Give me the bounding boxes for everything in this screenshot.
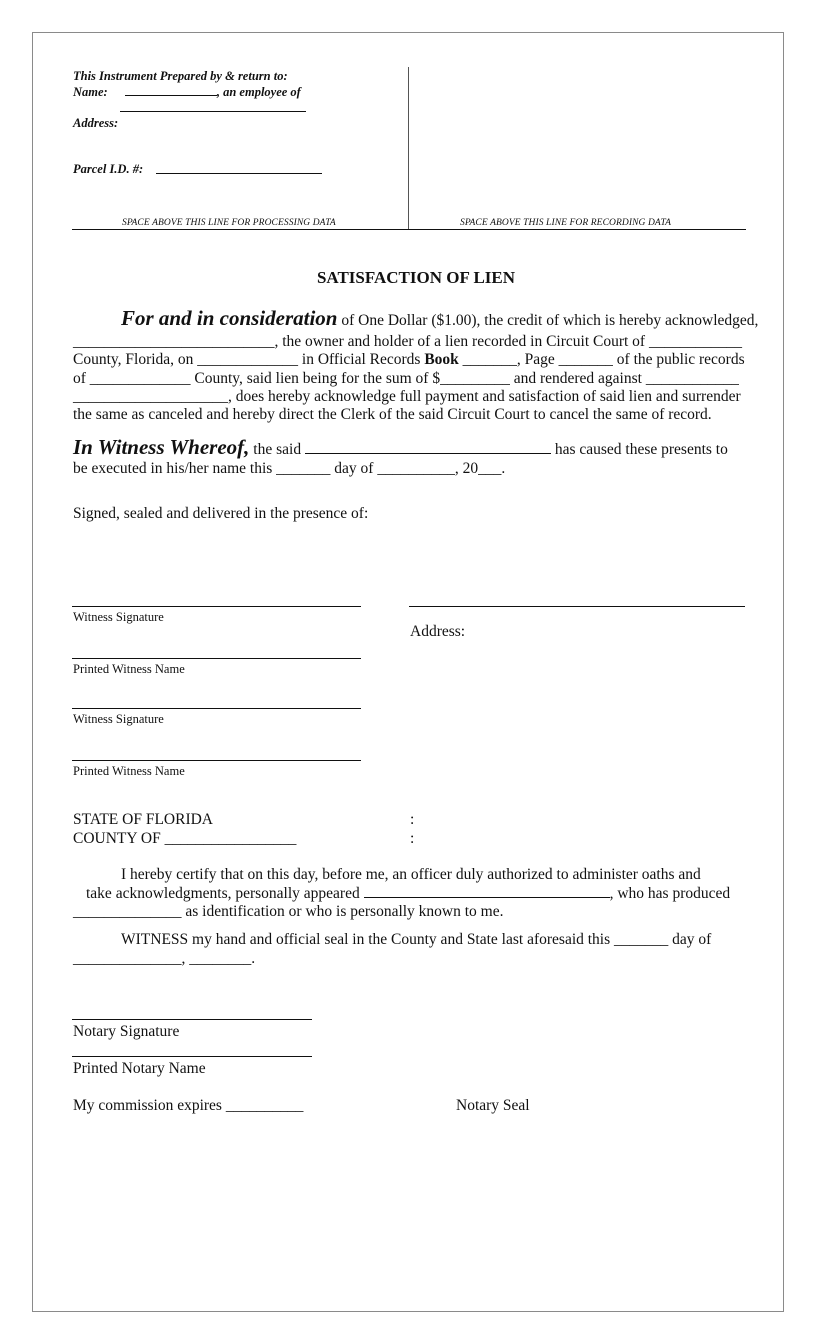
consideration-line-2 xyxy=(73,333,742,352)
consideration-line-6: the same as canceled and hereby direct the Clerk of the said Circuit Court to cancel the same of record. xyxy=(73,406,712,423)
witness-whereof-line-2: be executed in his/her name this _______ day of __________, 20___. xyxy=(73,460,506,477)
consideration-text-1: of One Dollar ($1.00), the credit of which is hereby acknowledged, xyxy=(337,312,759,329)
county-label: COUNTY OF _________________ xyxy=(73,830,297,847)
witness-party-blank[interactable] xyxy=(305,453,551,454)
consideration-text-3a: County, Florida, on _____________ in Official Records xyxy=(73,351,425,368)
state-label: STATE OF FLORIDA xyxy=(73,811,213,828)
name-blank[interactable] xyxy=(125,95,217,96)
certify-text-2b: , who has produced xyxy=(609,885,731,902)
consideration-text-2: , the owner and holder of a lien recorded in Circuit Court of ____________ xyxy=(274,333,742,350)
grantor-signature-line[interactable] xyxy=(409,606,745,607)
state-colon: : xyxy=(410,811,415,828)
consideration-line-1 xyxy=(121,306,759,331)
witness-hand-line-1: WITNESS my hand and official seal in the County and State last aforesaid this _______ day of xyxy=(121,931,712,948)
consideration-line-4: of _____________ County, said lien being for the sum of $_________ and rendered against ____________ xyxy=(73,370,739,387)
header-divider xyxy=(408,67,409,229)
printed-notary-label: Printed Notary Name xyxy=(73,1060,206,1077)
employer-blank[interactable] xyxy=(120,111,306,112)
employee-of-label: , an employee of xyxy=(216,85,301,99)
grantor-address-label: Address: xyxy=(410,623,466,640)
printed-witness-2-line[interactable] xyxy=(72,760,361,761)
notary-seal-label: Notary Seal xyxy=(456,1097,530,1114)
signed-sealed-text: Signed, sealed and delivered in the presence of: xyxy=(73,505,369,522)
address-label: Address: xyxy=(73,116,119,130)
parcel-id-blank[interactable] xyxy=(156,173,322,174)
owner-blank[interactable]: __________________________ xyxy=(73,333,275,350)
commission-expires-label: My commission expires __________ xyxy=(73,1097,304,1114)
certify-line-1: I hereby certify that on this day, before me, an officer duly authorized to administer oaths and xyxy=(121,866,701,883)
witness-whereof-lead: In Witness Whereof, xyxy=(73,435,250,459)
certify-line-3: ______________ as identification or who is personally known to me. xyxy=(73,903,504,920)
name-row xyxy=(73,84,301,100)
parcel-id-label: Parcel I.D. #: xyxy=(73,162,144,176)
consideration-lead: For and in consideration xyxy=(121,306,338,330)
certify-line-2 xyxy=(86,885,730,904)
witness-caused-text: has caused these presents to xyxy=(550,441,728,458)
printed-witness-1-line[interactable] xyxy=(72,658,361,659)
prepared-by-label: This Instrument Prepared by & return to: xyxy=(73,69,288,83)
printed-witness-1-label: Printed Witness Name xyxy=(73,662,185,676)
header-bottom-rule xyxy=(72,229,746,230)
consideration-line-3 xyxy=(73,351,745,370)
notary-signature-line[interactable] xyxy=(72,1019,312,1020)
witness-signature-1-label: Witness Signature xyxy=(73,610,164,624)
name-label: Name: xyxy=(73,85,108,99)
witness-hand-line-2: ______________, ________. xyxy=(73,950,256,967)
notary-signature-label: Notary Signature xyxy=(73,1023,180,1040)
printed-notary-line[interactable] xyxy=(72,1056,312,1057)
processing-note: SPACE ABOVE THIS LINE FOR PROCESSING DATA xyxy=(122,218,336,228)
consideration-line-5: ____________________, does hereby acknowledge full payment and satisfaction of said lien and surrender xyxy=(73,388,741,405)
consideration-text-3b: _______, Page _______ of the public records xyxy=(458,351,745,368)
page-title: SATISFACTION OF LIEN xyxy=(316,268,516,287)
appeared-person-blank[interactable] xyxy=(364,897,610,898)
witness-signature-2-label: Witness Signature xyxy=(73,712,164,726)
witness-signature-2-line[interactable] xyxy=(72,708,361,709)
printed-witness-2-label: Printed Witness Name xyxy=(73,764,185,778)
recording-note: SPACE ABOVE THIS LINE FOR RECORDING DATA xyxy=(460,218,672,228)
witness-said-text: the said xyxy=(249,441,305,458)
book-label: Book xyxy=(424,351,459,368)
witness-whereof-line-1 xyxy=(73,435,728,460)
certify-text-2a: take acknowledgments, personally appeared xyxy=(86,885,364,902)
witness-signature-1-line[interactable] xyxy=(72,606,361,607)
county-colon: : xyxy=(410,830,415,847)
